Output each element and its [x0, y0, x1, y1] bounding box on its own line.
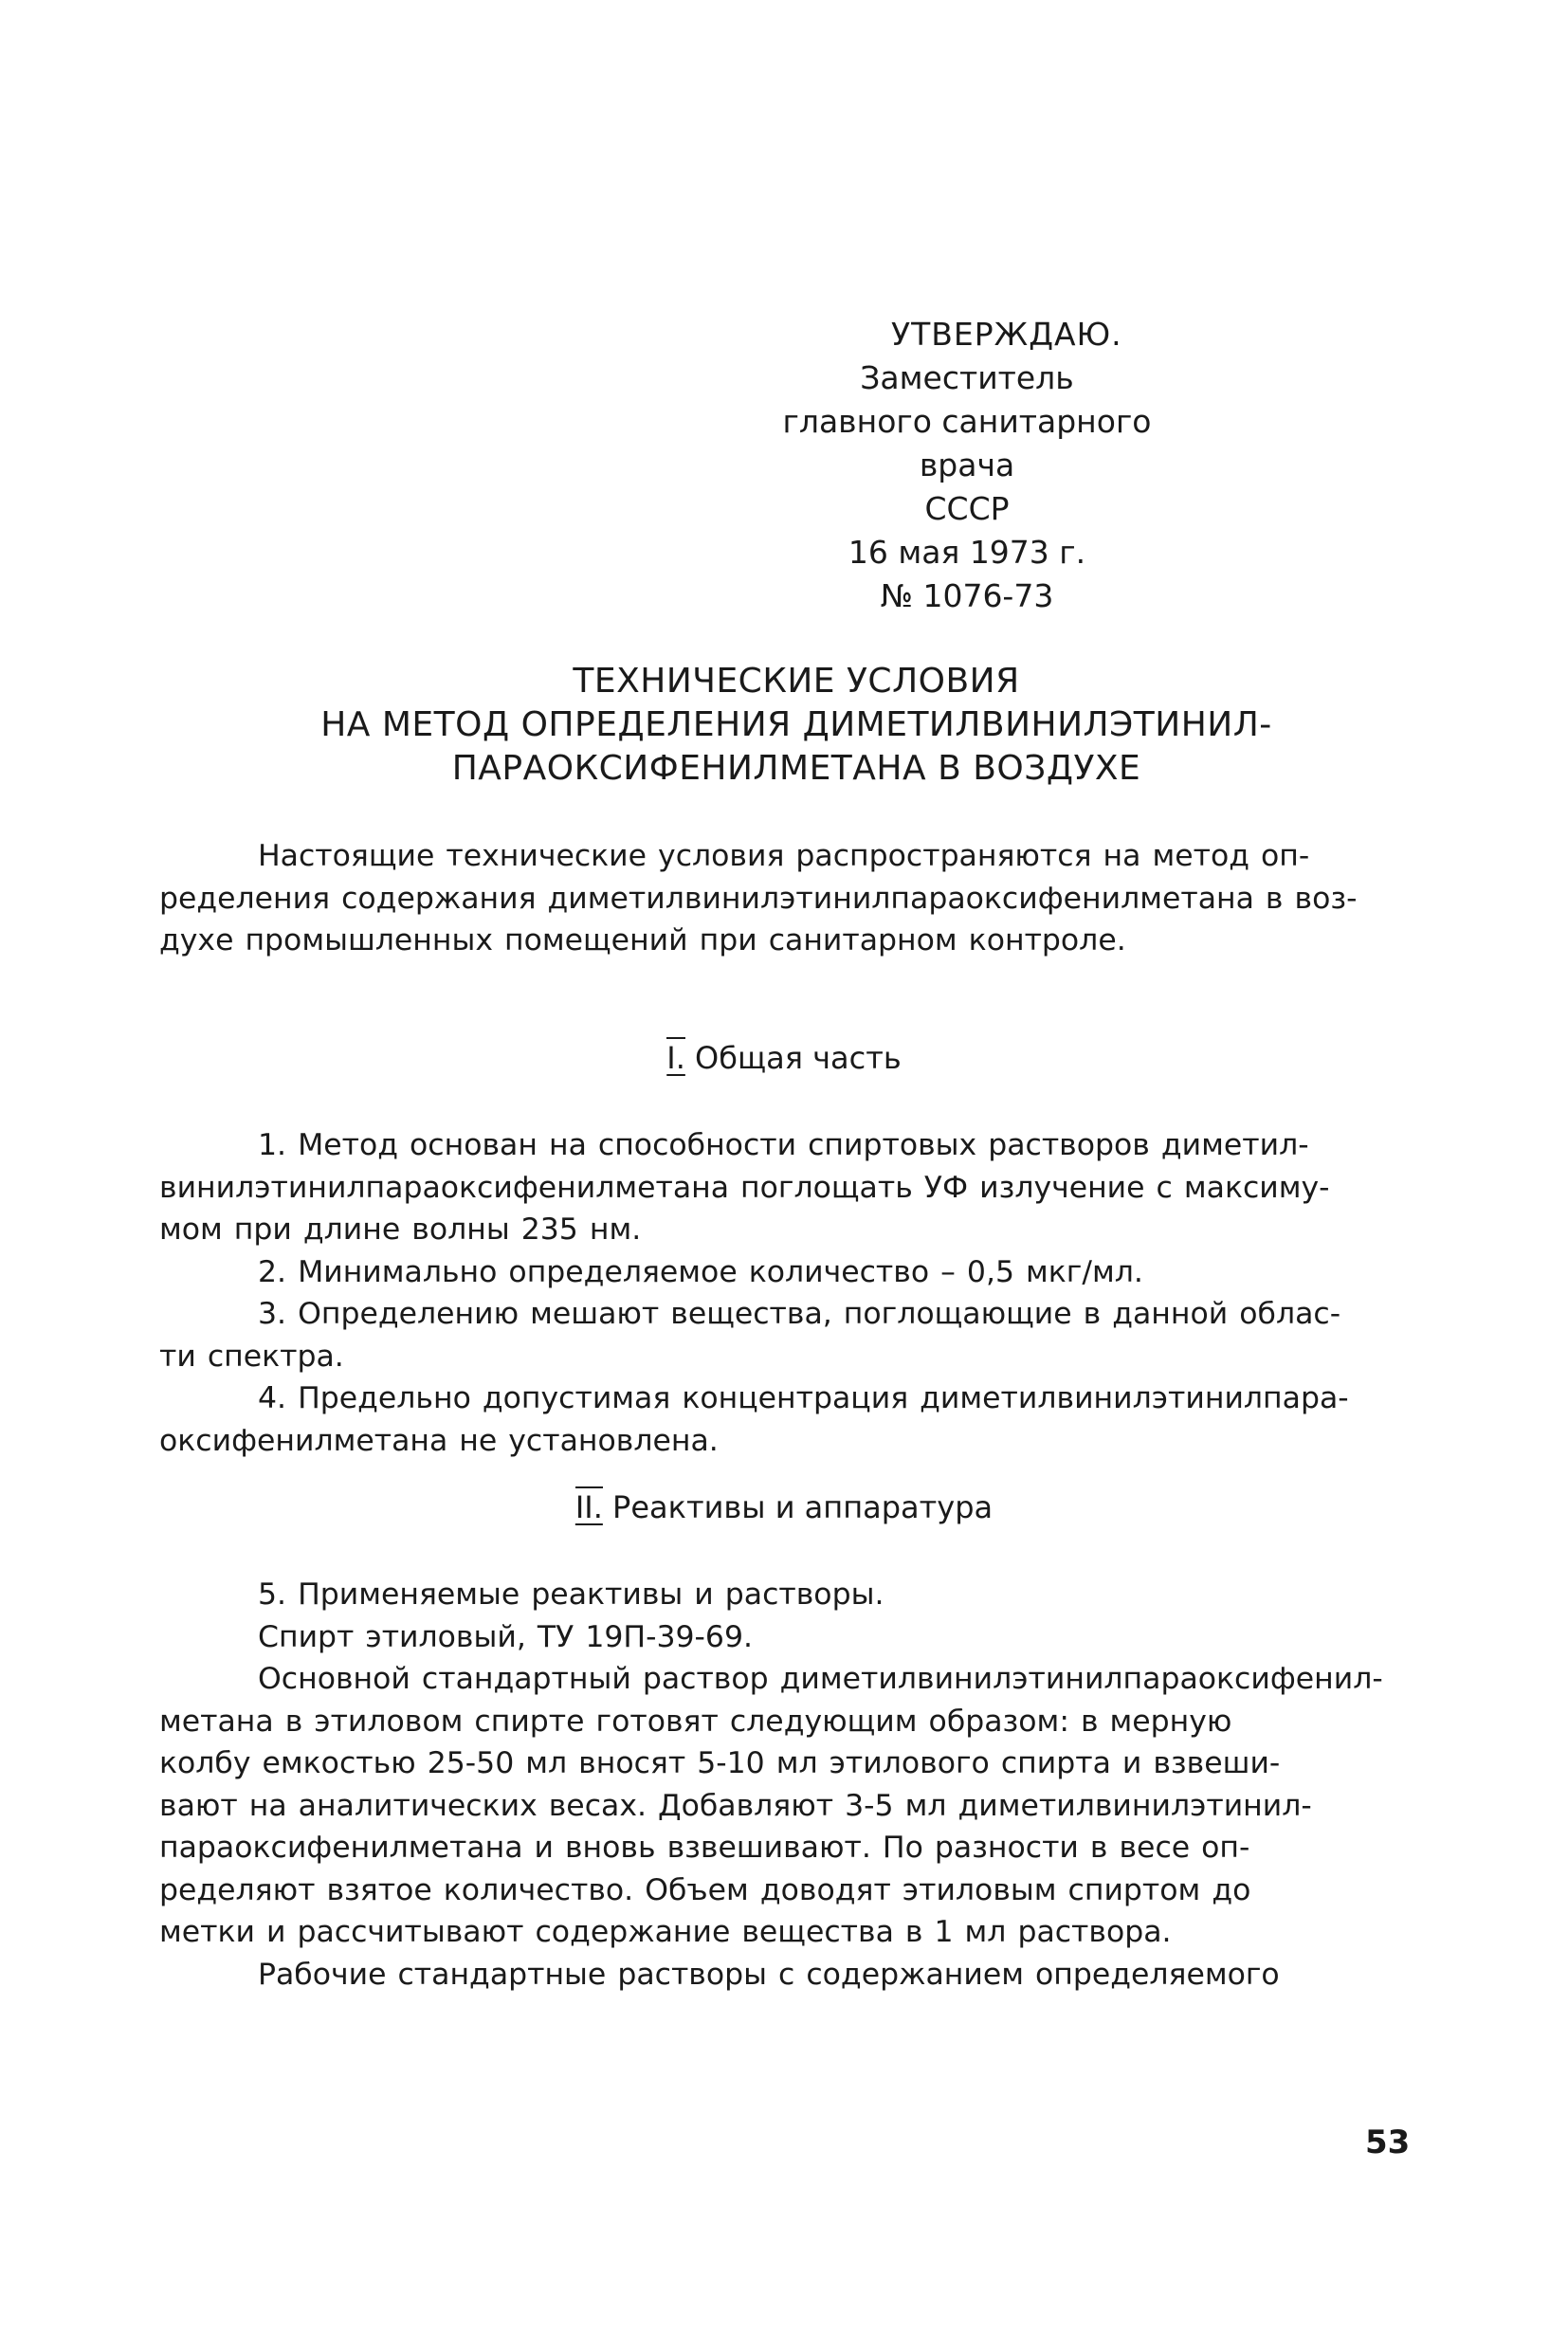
item-7-line-3: колбу емкостью 25-50 мл вносят 5-10 мл этилового спирта и взвеши-	[159, 1746, 1281, 1780]
item-4-line-2: оксифенилметана не установлена.	[159, 1423, 719, 1458]
section-2-heading	[0, 1486, 1568, 1528]
approval-number: № 1076-73	[880, 577, 1054, 614]
item-7-line-2: метана в этиловом спирте готовят следующим образом: в мерную	[159, 1704, 1232, 1739]
intro-line-2: ределения содержания диметилвинилэтинилпараоксифенилметана в воз-	[159, 881, 1358, 916]
reagents-section-items	[159, 1574, 1409, 1996]
title-line-2: НА МЕТОД ОПРЕДЕЛЕНИЯ ДИМЕТИЛВИНИЛЭТИНИЛ-	[320, 705, 1272, 744]
section-1-heading	[0, 1037, 1568, 1079]
item-6-line-1: Спирт этиловый, ТУ 19П-39-69.	[258, 1619, 753, 1654]
approval-block	[758, 313, 1176, 618]
section-1-number: I.	[666, 1037, 685, 1076]
item-1-line-2: винилэтинилпараоксифенилметана поглощать УФ излучение с максиму-	[159, 1170, 1330, 1205]
section-1-title: Общая часть	[695, 1040, 902, 1076]
item-7-line-1: Основной стандартный раствор диметилвинилэтинилпараоксифенил-	[258, 1662, 1383, 1696]
general-section-items	[159, 1124, 1409, 1462]
item-3-line-1: 3. Определению мешают вещества, поглощающие в данной облас-	[258, 1297, 1341, 1331]
item-2-line-1: 2. Минимально определяемое количество – 0,5 мкг/мл.	[258, 1254, 1143, 1289]
title-line-1: ТЕХНИЧЕСКИЕ УСЛОВИЯ	[573, 662, 1020, 701]
item-7-line-4: вают на аналитических весах. Добавляют 3-5 мл диметилвинилэтинил-	[159, 1788, 1312, 1823]
section-2-number: II.	[575, 1486, 603, 1525]
item-7-line-5: параоксифенилметана и вновь взвешивают. По разности в весе оп-	[159, 1831, 1250, 1865]
section-2-title: Реактивы и аппаратура	[612, 1489, 994, 1525]
item-3-line-2: ти спектра.	[159, 1339, 344, 1374]
item-5-line-1: 5. Применяемые реактивы и растворы.	[258, 1577, 884, 1612]
page-number: 53	[1365, 2124, 1411, 2161]
approval-position-detail: главного санитарного врача	[782, 403, 1152, 483]
document-title	[284, 660, 1308, 791]
approval-date: 16 мая 1973 г.	[848, 534, 1086, 571]
approval-position: Заместитель	[860, 359, 1074, 396]
item-7-line-6: ределяют взятое количество. Объем доводят этиловым спиртом до	[159, 1872, 1251, 1907]
title-line-3: ПАРАОКСИФЕНИЛМЕТАНА В ВОЗДУХЕ	[451, 749, 1141, 788]
item-1-line-1: 1. Метод основан на способности спиртовых растворов диметил-	[258, 1128, 1309, 1162]
intro-line-3: духе промышленных помещений при санитарном контроле.	[159, 923, 1126, 957]
item-8-line-1: Рабочие стандартные растворы с содержанием определяемого	[258, 1957, 1280, 1992]
item-7-line-7: метки и рассчитывают содержание вещества в 1 мл раствора.	[159, 1915, 1172, 1949]
approval-country: СССР	[924, 490, 1010, 527]
item-1-line-3: мом при длине волны 235 нм.	[159, 1212, 642, 1247]
intro-paragraph	[159, 835, 1409, 962]
intro-line-1: Настоящие технические условия распространяются на метод оп-	[258, 839, 1310, 873]
approval-title: УТВЕРЖДАЮ.	[891, 316, 1122, 353]
item-4-line-1: 4. Предельно допустимая концентрация диметилвинилэтинилпара-	[258, 1381, 1349, 1415]
